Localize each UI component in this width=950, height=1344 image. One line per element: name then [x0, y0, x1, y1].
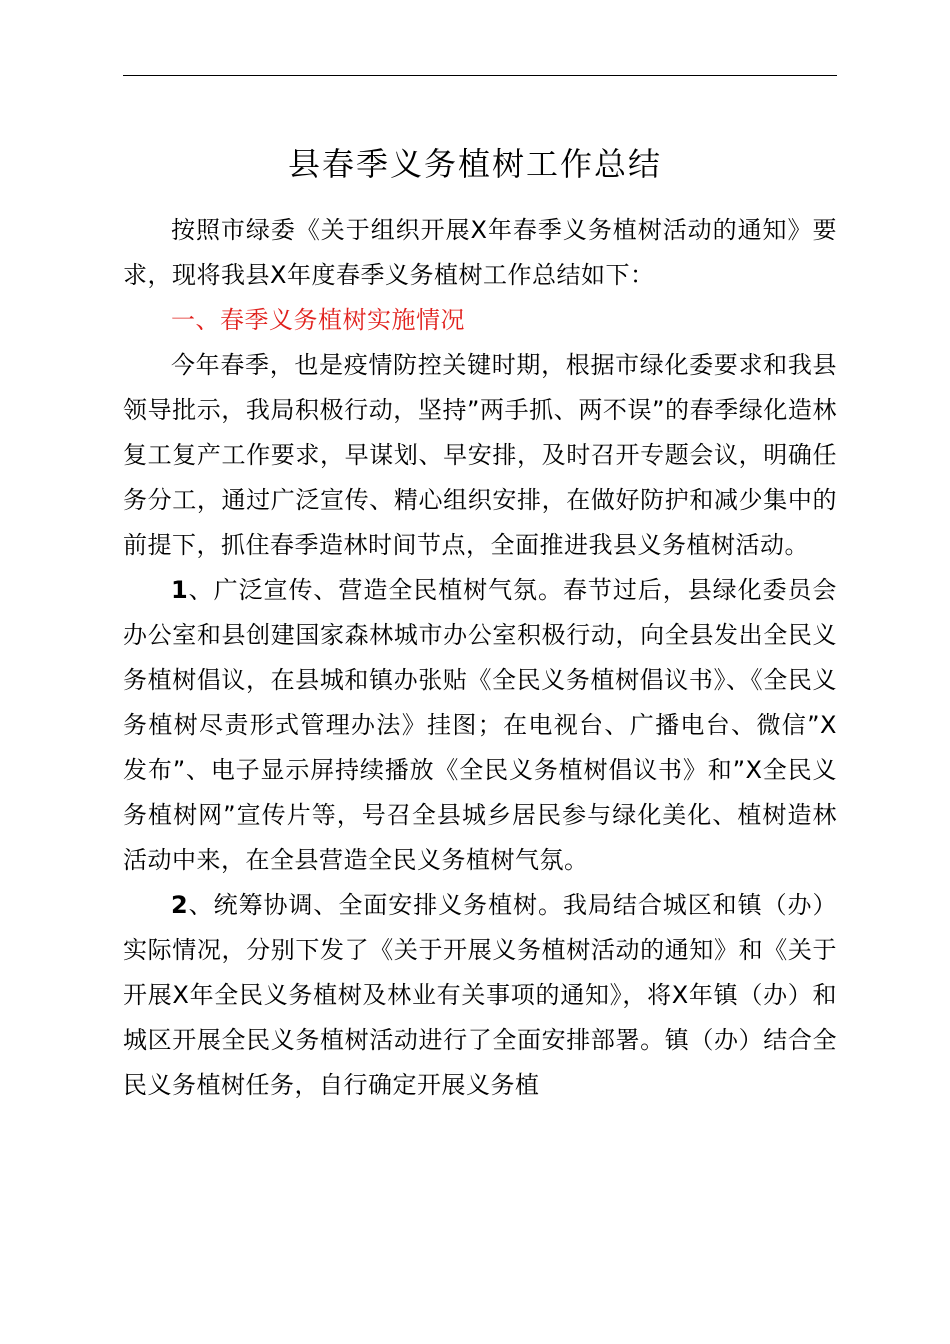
document-body — [123, 208, 837, 1108]
header-rule — [123, 75, 837, 76]
item-2-number: 2 — [171, 891, 189, 919]
section-heading: 一、春季义务植树实施情况 — [171, 306, 465, 334]
item-2-paragraph — [123, 883, 837, 1108]
item-1-number: 1 — [171, 576, 189, 604]
overview-paragraph: 今年春季，也是疫情防控关键时期，根据市绿化委要求和我县领导批示，我局积极行动，坚持”两手抓、两不误”的春季绿化造林复工复产工作要求，早谋划、早安排，及时召开专题会议，明确任务分工，通过广泛宣传、精心组织安排，在做好防护和减少集中的前提下，抓住春季造林时间节点，全面推进我县义务植树活动。 — [123, 351, 837, 559]
item-1-text: 、广泛宣传、营造全民植树气氛。春节过后，县绿化委员会办公室和县创建国家森林城市办公室积极行动，向全县发出全民义务植树倡议，在县城和镇办张贴《全民义务植树倡议书》、《全民义务植树尽责形式管理办法》挂图；在电视台、广播电台、微信”X发布”、电子显示屏持续播放《全民义务植树倡议书》和”X全民义务植树网”宣传片等，号召全县城乡居民参与绿化美化、植树造林活动中来，在全县营造全民义务植树气氛。 — [123, 576, 837, 874]
item-2-text: 、统筹协调、全面安排义务植树。我局结合城区和镇（办）实际情况，分别下发了《关于开展义务植树活动的通知》和《关于开展X年全民义务植树及林业有关事项的通知》，将X年镇（办）和城区开展全民义务植树活动进行了全面安排部署。镇（办）结合全民义务植树任务，自行确定开展义务植 — [123, 891, 837, 1099]
intro-paragraph: 按照市绿委《关于组织开展X年春季义务植树活动的通知》要求，现将我县X年度春季义务植树工作总结如下： — [123, 216, 837, 289]
document-title: 县春季义务植树工作总结 — [287, 145, 662, 183]
item-1-paragraph — [123, 568, 837, 883]
